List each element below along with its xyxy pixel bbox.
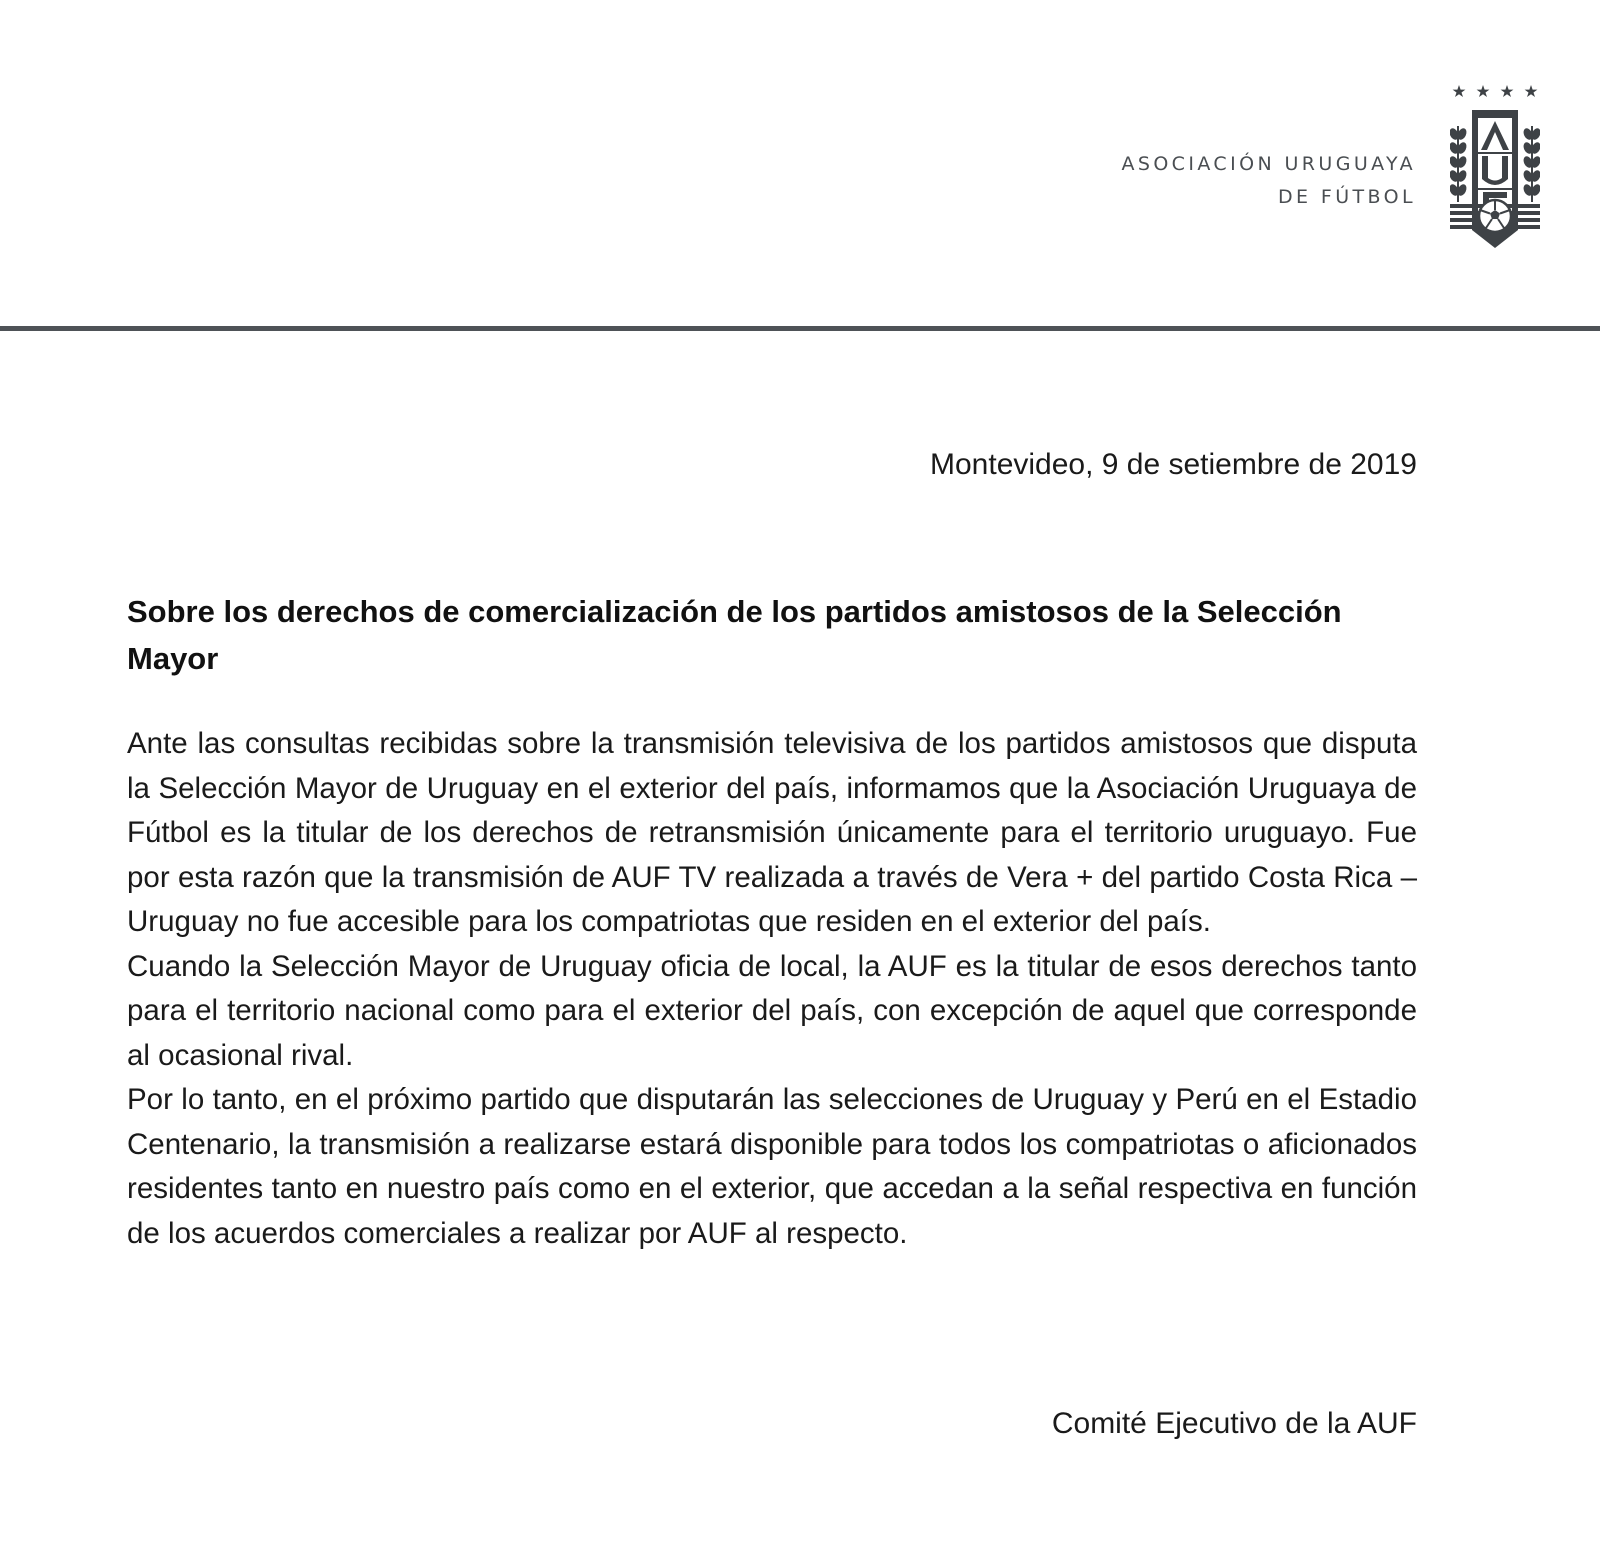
left-laurel-icon [1450, 126, 1467, 202]
body-paragraph: Cuando la Selección Mayor de Uruguay oficia de local, la AUF es la titular de esos derechos tanto para el territorio nacional como para el exterior del país, con excepción de aquel que corresponde al ocasional rival. [127, 949, 1417, 1072]
organization-name-line-1: ASOCIACIÓN URUGUAYA [1121, 153, 1416, 175]
auf-crest-logo [1450, 80, 1540, 260]
letter-signature: Comité Ejecutivo de la AUF [1051, 1407, 1417, 1440]
letter-title: Sobre los derechos de comercialización de los partidos amistosos de la Selección Mayor [127, 594, 1342, 676]
letter-body [127, 722, 1417, 1256]
organization-name [1121, 148, 1416, 214]
body-paragraph: Por lo tanto, en el próximo partido que disputarán las selecciones de Uruguay y Perú en el Estadio Centenario, la transmisión a realizarse estará disponible para todos los compatriotas o aficionados residentes tanto en nuestro país como en el exterior, que accedan a la señal respectiva en función de los acuerdos comerciales a realizar por AUF al respecto. [127, 1083, 1417, 1250]
body-paragraph: Ante las consultas recibidas sobre la transmisión televisiva de los partidos amistosos que disputa la Selección Mayor de Uruguay en el exterior del país, informamos que la Asociación Uruguaya de Fútbol es la titular de los derechos de retransmisión únicamente para el territorio uruguayo. Fue por esta razón que la transmisión de AUF TV realizada a través de Vera + del partido Costa Rica – Uruguay no fue accesible para los compatriotas que residen en el exterior del país. [127, 727, 1417, 938]
organization-name-line-2: DE FÚTBOL [1278, 186, 1416, 208]
crest-stars-icon [1453, 85, 1538, 97]
letterhead [0, 0, 1600, 330]
soccer-ball-icon [1479, 200, 1511, 232]
header-divider [0, 326, 1600, 331]
letter-date: Montevideo, 9 de setiembre de 2019 [930, 448, 1417, 481]
right-laurel-icon [1523, 126, 1540, 202]
